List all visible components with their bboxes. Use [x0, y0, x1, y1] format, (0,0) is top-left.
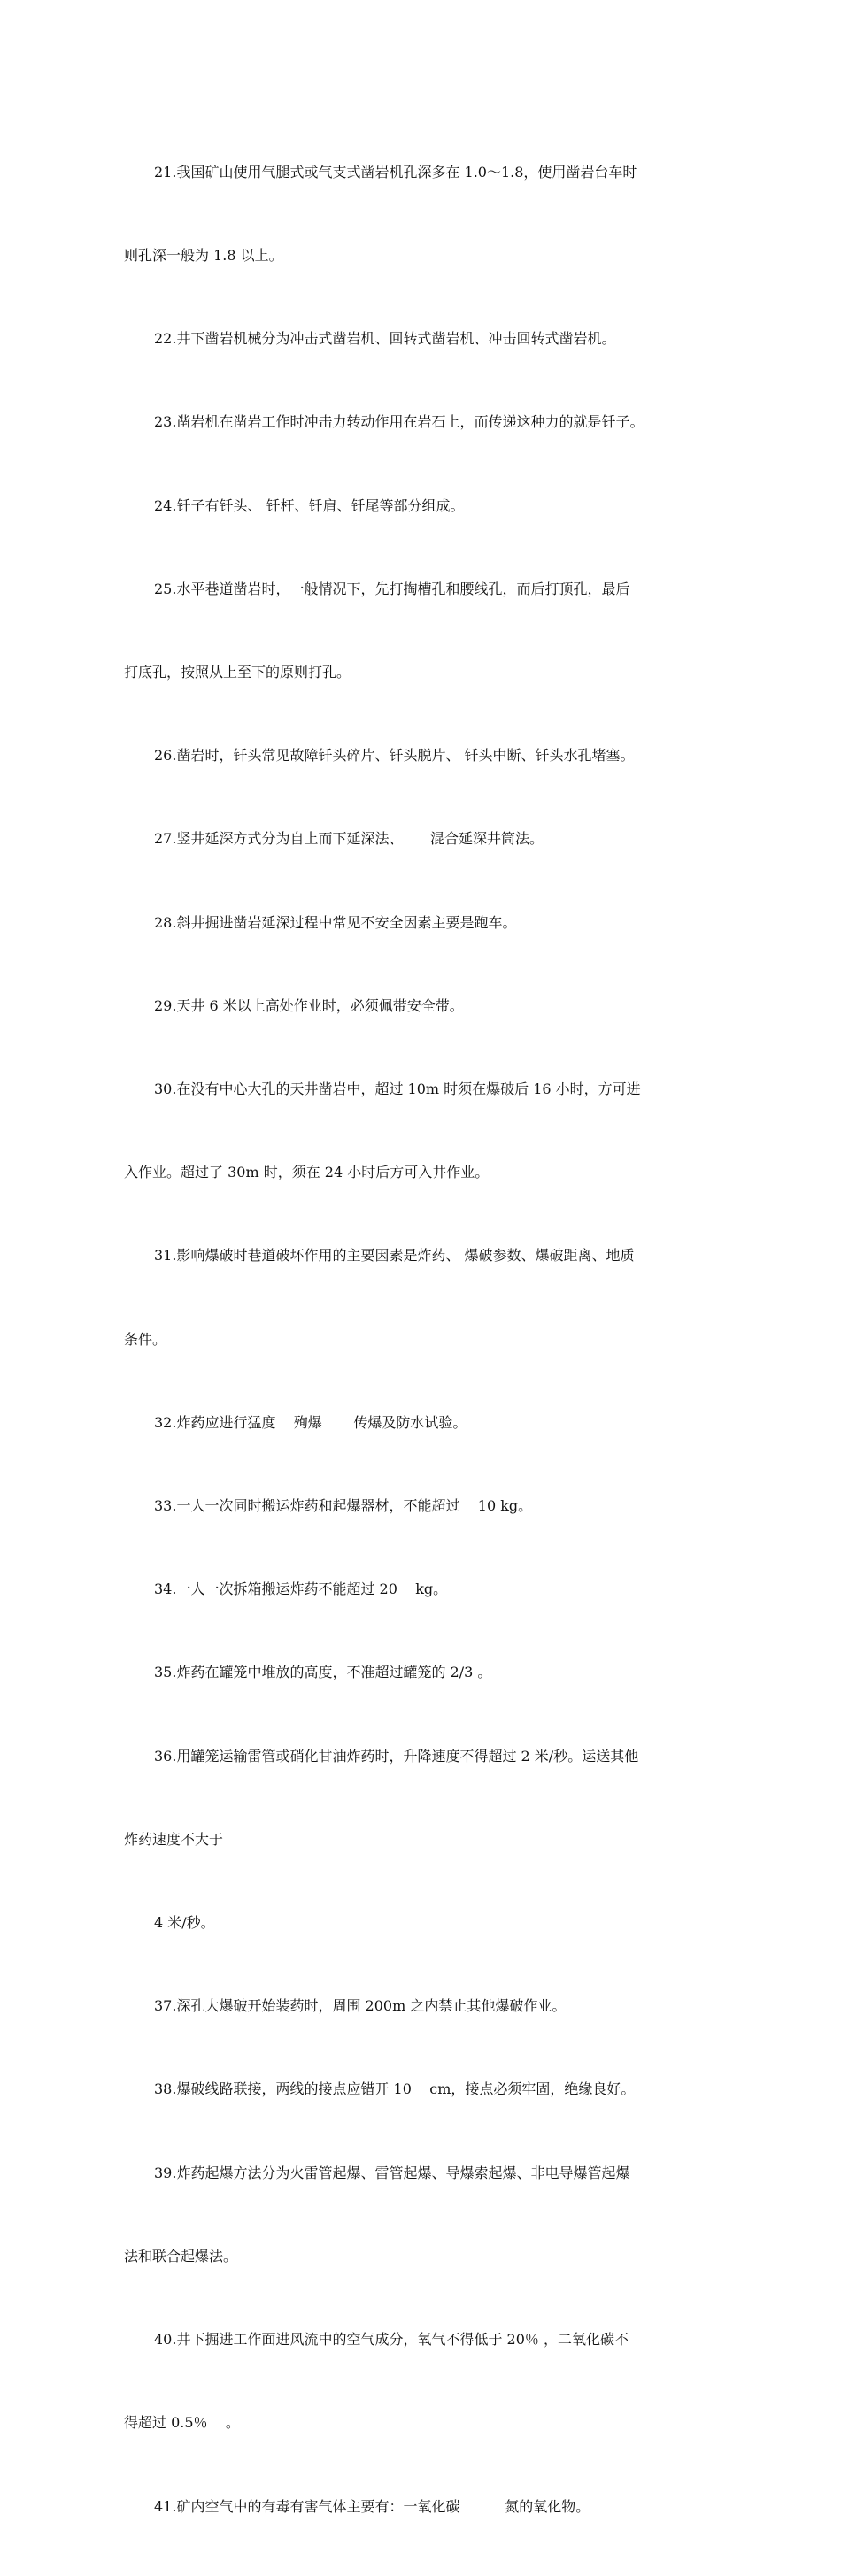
- text-line: 34.一人一次拆箱搬运炸药不能超过 20 kg。: [154, 1580, 448, 1598]
- text-line: 37.深孔大爆破开始装药时，周围 200m 之内禁止其他爆破作业。: [154, 1997, 567, 2015]
- text-line: 33.一人一次同时搬运炸药和起爆器材，不能超过 10 kg。: [154, 1497, 533, 1515]
- text-line: 36.用罐笼运输雷管或硝化甘油炸药时，升降速度不得超过 2 米/秒。运送其他: [154, 1747, 639, 1765]
- text-line: 35.炸药在罐笼中堆放的高度，不准超过罐笼的 2/3 。: [154, 1664, 492, 1681]
- text-line: 法和联合起爆法。: [124, 2247, 238, 2265]
- text-line: 炸药速度不大于: [124, 1830, 224, 1848]
- text-line: 41.矿内空气中的有毒有害气体主要有：一氧化碳 氮的氧化物。: [154, 2497, 590, 2515]
- text-line: 条件。: [124, 1330, 167, 1348]
- text-line: 入作业。超过了 30m 时，须在 24 小时后方可入井作业。: [124, 1164, 490, 1181]
- document-body: [124, 103, 721, 2576]
- text-line: 21.我国矿山使用气腿式或气支式凿岩机孔深多在 1.0～1.8，使用凿岩台车时: [154, 163, 637, 181]
- text-line: 25.水平巷道凿岩时，一般情况下，先打掏槽孔和腰线孔，而后打顶孔，最后: [154, 580, 630, 597]
- text-line: 4 米/秒。: [154, 1914, 215, 1932]
- text-line: 40.井下掘进工作面进风流中的空气成分，氧气不得低于 20％ ，二氧化碳不: [154, 2331, 629, 2349]
- text-line: 26.凿岩时，钎头常见故障钎头碎片、钎头脱片、 钎头中断、钎头水孔堵塞。: [154, 747, 635, 765]
- text-line: 27.竖井延深方式分为自上而下延深法、 混合延深井筒法。: [154, 830, 544, 848]
- text-line: 则孔深一般为 1.8 以上。: [124, 247, 283, 265]
- text-line: 31.影响爆破时巷道破坏作用的主要因素是炸药、 爆破参数、爆破距离、地质: [154, 1247, 635, 1265]
- text-line: 28.斜井掘进凿岩延深过程中常见不安全因素主要是跑车。: [154, 913, 517, 931]
- text-line: 得超过 0.5％ 。: [124, 2414, 240, 2432]
- text-line: 打底孔，按照从上至下的原则打孔。: [124, 664, 351, 681]
- text-line: 39.炸药起爆方法分为火雷管起爆、雷管起爆、导爆索起爆、非电导爆管起爆: [154, 2164, 630, 2181]
- text-line: 23.凿岩机在凿岩工作时冲击力转动作用在岩石上，而传递这种力的就是钎子。: [154, 413, 644, 431]
- text-line: 32.炸药应进行猛度 殉爆 传爆及防水试验。: [154, 1413, 467, 1431]
- text-line: 30.在没有中心大孔的天井凿岩中，超过 10m 时须在爆破后 16 小时，方可进: [154, 1080, 641, 1098]
- text-line: 29.天井 6 米以上高处作业时，必须佩带安全带。: [154, 996, 464, 1014]
- text-line: 22.井下凿岩机械分为冲击式凿岩机、回转式凿岩机、冲击回转式凿岩机。: [154, 330, 616, 348]
- text-line: 24.钎子有钎头、 钎杆、钎肩、钎尾等部分组成。: [154, 496, 465, 514]
- text-line: 38.爆破线路联接，两线的接点应错开 10 cm，接点必须牢固，绝缘良好。: [154, 2080, 636, 2098]
